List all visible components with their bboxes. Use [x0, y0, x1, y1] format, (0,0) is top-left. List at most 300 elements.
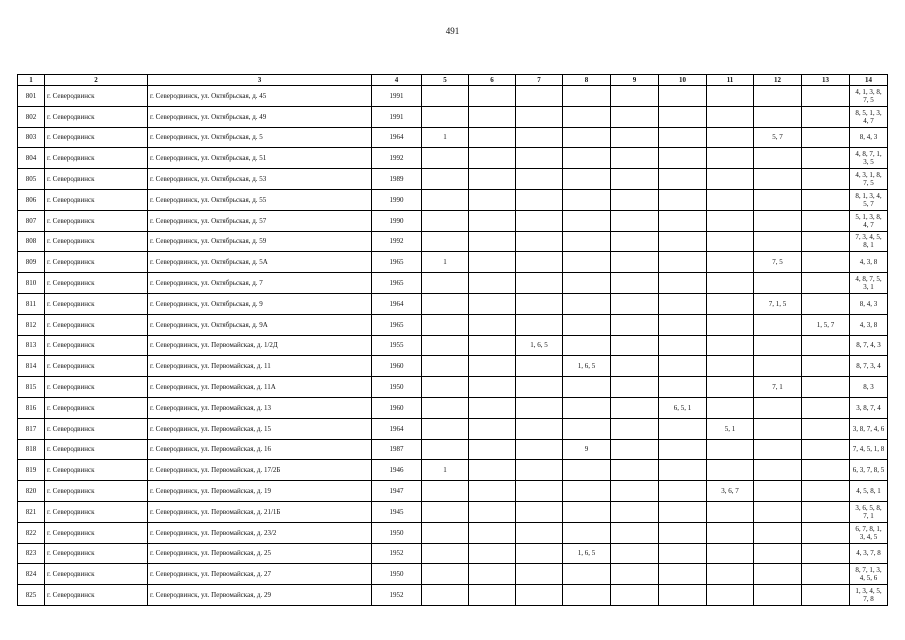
cell-col-4: 1950 [372, 522, 422, 543]
cell-col-13 [802, 501, 850, 522]
cell-col-9 [611, 252, 659, 273]
cell-col-9 [611, 356, 659, 377]
cell-col-13 [802, 148, 850, 169]
cell-col-13 [802, 397, 850, 418]
table-row [18, 314, 888, 335]
cell-col-4: 1987 [372, 439, 422, 460]
cell-col-3: г. Северодвинск, ул. Октябрьская, д. 53 [148, 169, 372, 190]
cell-col-1: 823 [18, 543, 45, 564]
cell-col-4: 1991 [372, 106, 422, 127]
cell-col-11 [707, 314, 754, 335]
cell-col-8 [563, 564, 611, 585]
cell-col-4: 1945 [372, 501, 422, 522]
cell-col-2: г. Северодвинск [45, 189, 148, 210]
cell-col-2: г. Северодвинск [45, 210, 148, 231]
cell-col-14: 8, 7, 1, 3, 4, 5, 6 [850, 564, 888, 585]
cell-col-1: 807 [18, 210, 45, 231]
cell-col-6 [469, 86, 516, 107]
cell-col-10 [659, 439, 707, 460]
cell-col-4: 1991 [372, 86, 422, 107]
column-header-7: 7 [516, 75, 563, 86]
cell-col-6 [469, 252, 516, 273]
cell-col-3: г. Северодвинск, ул. Октябрьская, д. 45 [148, 86, 372, 107]
cell-col-14: 8, 5, 1, 3, 4, 7 [850, 106, 888, 127]
cell-col-10 [659, 273, 707, 294]
cell-col-9 [611, 189, 659, 210]
cell-col-3: г. Северодвинск, ул. Первомайская, д. 25 [148, 543, 372, 564]
cell-col-2: г. Северодвинск [45, 564, 148, 585]
cell-col-7 [516, 106, 563, 127]
cell-col-2: г. Северодвинск [45, 148, 148, 169]
cell-col-1: 820 [18, 481, 45, 502]
cell-col-6 [469, 460, 516, 481]
cell-col-1: 816 [18, 397, 45, 418]
cell-col-10 [659, 148, 707, 169]
column-header-11: 11 [707, 75, 754, 86]
cell-col-12 [754, 397, 802, 418]
cell-col-11 [707, 189, 754, 210]
cell-col-12: 7, 1 [754, 377, 802, 398]
table-row [18, 335, 888, 356]
cell-col-9 [611, 460, 659, 481]
cell-col-13 [802, 210, 850, 231]
column-header-3: 3 [148, 75, 372, 86]
cell-col-1: 805 [18, 169, 45, 190]
cell-col-11 [707, 522, 754, 543]
cell-col-9 [611, 501, 659, 522]
cell-col-10 [659, 86, 707, 107]
cell-col-5 [422, 148, 469, 169]
cell-col-12 [754, 418, 802, 439]
cell-col-5 [422, 169, 469, 190]
cell-col-13 [802, 127, 850, 148]
cell-col-4: 1950 [372, 377, 422, 398]
cell-col-14: 7, 3, 4, 5, 8, 1 [850, 231, 888, 252]
table-row [18, 189, 888, 210]
cell-col-13 [802, 335, 850, 356]
table-row [18, 106, 888, 127]
cell-col-1: 812 [18, 314, 45, 335]
cell-col-8 [563, 293, 611, 314]
cell-col-9 [611, 439, 659, 460]
cell-col-10 [659, 335, 707, 356]
cell-col-8 [563, 86, 611, 107]
cell-col-6 [469, 377, 516, 398]
cell-col-10 [659, 481, 707, 502]
cell-col-2: г. Северодвинск [45, 397, 148, 418]
cell-col-6 [469, 418, 516, 439]
cell-col-5: 1 [422, 252, 469, 273]
registry-table [17, 74, 888, 606]
cell-col-10 [659, 231, 707, 252]
cell-col-14: 5, 1, 3, 8, 4, 7 [850, 210, 888, 231]
table-row [18, 169, 888, 190]
cell-col-1: 815 [18, 377, 45, 398]
column-header-5: 5 [422, 75, 469, 86]
cell-col-4: 1950 [372, 564, 422, 585]
cell-col-1: 822 [18, 522, 45, 543]
cell-col-8 [563, 169, 611, 190]
cell-col-14: 1, 3, 4, 5, 7, 8 [850, 585, 888, 606]
cell-col-12 [754, 169, 802, 190]
cell-col-9 [611, 314, 659, 335]
cell-col-7 [516, 210, 563, 231]
cell-col-14: 8, 1, 3, 4, 5, 7 [850, 189, 888, 210]
cell-col-2: г. Северодвинск [45, 127, 148, 148]
cell-col-10 [659, 522, 707, 543]
cell-col-5 [422, 210, 469, 231]
cell-col-2: г. Северодвинск [45, 293, 148, 314]
cell-col-8 [563, 522, 611, 543]
cell-col-7 [516, 231, 563, 252]
cell-col-4: 1965 [372, 273, 422, 294]
cell-col-3: г. Северодвинск, ул. Первомайская, д. 23/2 [148, 522, 372, 543]
cell-col-11 [707, 231, 754, 252]
cell-col-10 [659, 106, 707, 127]
cell-col-14: 4, 3, 1, 8, 7, 5 [850, 169, 888, 190]
cell-col-6 [469, 439, 516, 460]
cell-col-8 [563, 397, 611, 418]
cell-col-7 [516, 169, 563, 190]
cell-col-6 [469, 522, 516, 543]
cell-col-11 [707, 356, 754, 377]
cell-col-13 [802, 86, 850, 107]
cell-col-7 [516, 460, 563, 481]
cell-col-8 [563, 106, 611, 127]
table-row [18, 543, 888, 564]
cell-col-11 [707, 86, 754, 107]
cell-col-8 [563, 231, 611, 252]
cell-col-14: 6, 7, 8, 1, 3, 4, 5 [850, 522, 888, 543]
table-row [18, 418, 888, 439]
cell-col-9 [611, 564, 659, 585]
cell-col-3: г. Северодвинск, ул. Первомайская, д. 11 [148, 356, 372, 377]
table-row [18, 481, 888, 502]
cell-col-1: 825 [18, 585, 45, 606]
cell-col-1: 811 [18, 293, 45, 314]
cell-col-12 [754, 231, 802, 252]
column-header-9: 9 [611, 75, 659, 86]
cell-col-8: 9 [563, 439, 611, 460]
cell-col-10 [659, 585, 707, 606]
cell-col-6 [469, 335, 516, 356]
cell-col-3: г. Северодвинск, ул. Первомайская, д. 11А [148, 377, 372, 398]
cell-col-1: 813 [18, 335, 45, 356]
cell-col-6 [469, 564, 516, 585]
cell-col-7 [516, 377, 563, 398]
cell-col-6 [469, 210, 516, 231]
cell-col-13 [802, 273, 850, 294]
cell-col-11: 3, 6, 7 [707, 481, 754, 502]
cell-col-13 [802, 418, 850, 439]
cell-col-5 [422, 293, 469, 314]
cell-col-14: 8, 4, 3 [850, 127, 888, 148]
cell-col-2: г. Северодвинск [45, 273, 148, 294]
cell-col-11 [707, 252, 754, 273]
cell-col-1: 801 [18, 86, 45, 107]
cell-col-11 [707, 564, 754, 585]
cell-col-3: г. Северодвинск, ул. Первомайская, д. 15 [148, 418, 372, 439]
cell-col-14: 4, 3, 8 [850, 252, 888, 273]
cell-col-6 [469, 585, 516, 606]
cell-col-12 [754, 439, 802, 460]
cell-col-1: 818 [18, 439, 45, 460]
cell-col-9 [611, 106, 659, 127]
cell-col-2: г. Северодвинск [45, 169, 148, 190]
cell-col-7 [516, 148, 563, 169]
cell-col-6 [469, 397, 516, 418]
cell-col-14: 4, 1, 3, 8, 7, 5 [850, 86, 888, 107]
cell-col-7 [516, 397, 563, 418]
cell-col-11 [707, 273, 754, 294]
cell-col-8: 1, 6, 5 [563, 356, 611, 377]
cell-col-14: 3, 6, 5, 8, 7, 1 [850, 501, 888, 522]
cell-col-12 [754, 148, 802, 169]
cell-col-9 [611, 148, 659, 169]
cell-col-10 [659, 210, 707, 231]
cell-col-2: г. Северодвинск [45, 231, 148, 252]
cell-col-11 [707, 501, 754, 522]
cell-col-14: 4, 8, 7, 1, 3, 5 [850, 148, 888, 169]
cell-col-6 [469, 231, 516, 252]
table-row [18, 460, 888, 481]
cell-col-4: 1955 [372, 335, 422, 356]
table-row [18, 148, 888, 169]
cell-col-10 [659, 314, 707, 335]
cell-col-1: 824 [18, 564, 45, 585]
cell-col-8 [563, 189, 611, 210]
cell-col-3: г. Северодвинск, ул. Октябрьская, д. 57 [148, 210, 372, 231]
cell-col-1: 806 [18, 189, 45, 210]
cell-col-4: 1992 [372, 231, 422, 252]
cell-col-11 [707, 210, 754, 231]
cell-col-7 [516, 189, 563, 210]
table-row [18, 273, 888, 294]
cell-col-12 [754, 501, 802, 522]
cell-col-9 [611, 169, 659, 190]
cell-col-1: 802 [18, 106, 45, 127]
cell-col-6 [469, 293, 516, 314]
cell-col-4: 1952 [372, 543, 422, 564]
cell-col-7 [516, 418, 563, 439]
cell-col-6 [469, 543, 516, 564]
cell-col-2: г. Северодвинск [45, 501, 148, 522]
cell-col-3: г. Северодвинск, ул. Первомайская, д. 16 [148, 439, 372, 460]
cell-col-11: 5, 1 [707, 418, 754, 439]
cell-col-9 [611, 210, 659, 231]
cell-col-5 [422, 231, 469, 252]
column-header-8: 8 [563, 75, 611, 86]
cell-col-11 [707, 585, 754, 606]
cell-col-6 [469, 169, 516, 190]
cell-col-2: г. Северодвинск [45, 585, 148, 606]
cell-col-6 [469, 189, 516, 210]
cell-col-5 [422, 418, 469, 439]
column-header-1: 1 [18, 75, 45, 86]
cell-col-9 [611, 231, 659, 252]
cell-col-13 [802, 377, 850, 398]
cell-col-3: г. Северодвинск, ул. Первомайская, д. 21/1Б [148, 501, 372, 522]
cell-col-8 [563, 314, 611, 335]
cell-col-2: г. Северодвинск [45, 356, 148, 377]
cell-col-13 [802, 543, 850, 564]
cell-col-14: 6, 3, 7, 8, 5 [850, 460, 888, 481]
cell-col-4: 1965 [372, 314, 422, 335]
cell-col-5 [422, 273, 469, 294]
cell-col-14: 4, 3, 8 [850, 314, 888, 335]
cell-col-14: 8, 3 [850, 377, 888, 398]
cell-col-7 [516, 522, 563, 543]
column-header-4: 4 [372, 75, 422, 86]
cell-col-3: г. Северодвинск, ул. Октябрьская, д. 9 [148, 293, 372, 314]
cell-col-5 [422, 356, 469, 377]
cell-col-11 [707, 148, 754, 169]
cell-col-12 [754, 460, 802, 481]
cell-col-8 [563, 252, 611, 273]
cell-col-5 [422, 481, 469, 502]
cell-col-8 [563, 501, 611, 522]
cell-col-9 [611, 543, 659, 564]
cell-col-7 [516, 481, 563, 502]
cell-col-7 [516, 585, 563, 606]
cell-col-1: 808 [18, 231, 45, 252]
cell-col-3: г. Северодвинск, ул. Октябрьская, д. 5А [148, 252, 372, 273]
cell-col-13 [802, 522, 850, 543]
cell-col-2: г. Северодвинск [45, 460, 148, 481]
cell-col-11 [707, 377, 754, 398]
cell-col-11 [707, 397, 754, 418]
cell-col-4: 1989 [372, 169, 422, 190]
cell-col-12 [754, 522, 802, 543]
cell-col-12 [754, 543, 802, 564]
cell-col-10 [659, 501, 707, 522]
cell-col-3: г. Северодвинск, ул. Октябрьская, д. 59 [148, 231, 372, 252]
cell-col-5 [422, 543, 469, 564]
cell-col-13 [802, 293, 850, 314]
cell-col-4: 1964 [372, 127, 422, 148]
cell-col-1: 814 [18, 356, 45, 377]
cell-col-3: г. Северодвинск, ул. Октябрьская, д. 49 [148, 106, 372, 127]
cell-col-13: 1, 5, 7 [802, 314, 850, 335]
table-row [18, 127, 888, 148]
cell-col-5 [422, 564, 469, 585]
cell-col-13 [802, 106, 850, 127]
cell-col-1: 821 [18, 501, 45, 522]
cell-col-9 [611, 335, 659, 356]
cell-col-14: 7, 4, 5, 1, 8 [850, 439, 888, 460]
cell-col-13 [802, 189, 850, 210]
table-row [18, 522, 888, 543]
cell-col-2: г. Северодвинск [45, 106, 148, 127]
cell-col-12: 7, 1, 5 [754, 293, 802, 314]
cell-col-11 [707, 335, 754, 356]
cell-col-3: г. Северодвинск, ул. Октябрьская, д. 7 [148, 273, 372, 294]
cell-col-3: г. Северодвинск, ул. Первомайская, д. 13 [148, 397, 372, 418]
cell-col-4: 1992 [372, 148, 422, 169]
cell-col-12 [754, 314, 802, 335]
table-row [18, 439, 888, 460]
cell-col-8 [563, 148, 611, 169]
cell-col-6 [469, 106, 516, 127]
cell-col-10 [659, 169, 707, 190]
cell-col-8 [563, 335, 611, 356]
column-header-13: 13 [802, 75, 850, 86]
cell-col-7 [516, 293, 563, 314]
cell-col-2: г. Северодвинск [45, 418, 148, 439]
table-row [18, 86, 888, 107]
cell-col-7 [516, 356, 563, 377]
cell-col-11 [707, 460, 754, 481]
cell-col-5 [422, 439, 469, 460]
cell-col-3: г. Северодвинск, ул. Октябрьская, д. 55 [148, 189, 372, 210]
cell-col-6 [469, 501, 516, 522]
cell-col-13 [802, 439, 850, 460]
cell-col-4: 1964 [372, 418, 422, 439]
cell-col-5 [422, 335, 469, 356]
cell-col-11 [707, 106, 754, 127]
cell-col-13 [802, 252, 850, 273]
cell-col-10 [659, 127, 707, 148]
cell-col-7: 1, 6, 5 [516, 335, 563, 356]
cell-col-8 [563, 127, 611, 148]
cell-col-12 [754, 356, 802, 377]
cell-col-12 [754, 106, 802, 127]
cell-col-7 [516, 86, 563, 107]
column-header-2: 2 [45, 75, 148, 86]
cell-col-10: 6, 5, 1 [659, 397, 707, 418]
cell-col-9 [611, 522, 659, 543]
cell-col-1: 819 [18, 460, 45, 481]
cell-col-4: 1947 [372, 481, 422, 502]
cell-col-5 [422, 522, 469, 543]
cell-col-3: г. Северодвинск, ул. Первомайская, д. 1/2Д [148, 335, 372, 356]
cell-col-9 [611, 86, 659, 107]
cell-col-2: г. Северодвинск [45, 252, 148, 273]
cell-col-11 [707, 543, 754, 564]
cell-col-2: г. Северодвинск [45, 377, 148, 398]
cell-col-4: 1960 [372, 356, 422, 377]
cell-col-10 [659, 356, 707, 377]
cell-col-4: 1990 [372, 210, 422, 231]
cell-col-4: 1946 [372, 460, 422, 481]
cell-col-5 [422, 501, 469, 522]
cell-col-12 [754, 585, 802, 606]
cell-col-3: г. Северодвинск, ул. Первомайская, д. 19 [148, 481, 372, 502]
cell-col-2: г. Северодвинск [45, 481, 148, 502]
cell-col-12 [754, 335, 802, 356]
table-row [18, 356, 888, 377]
cell-col-14: 8, 7, 4, 3 [850, 335, 888, 356]
table-row [18, 585, 888, 606]
table-row [18, 231, 888, 252]
cell-col-10 [659, 189, 707, 210]
cell-col-14: 3, 8, 7, 4, 6 [850, 418, 888, 439]
cell-col-9 [611, 273, 659, 294]
cell-col-5 [422, 86, 469, 107]
cell-col-9 [611, 481, 659, 502]
cell-col-6 [469, 356, 516, 377]
cell-col-5 [422, 585, 469, 606]
cell-col-14: 4, 5, 8, 1 [850, 481, 888, 502]
cell-col-4: 1965 [372, 252, 422, 273]
cell-col-2: г. Северодвинск [45, 86, 148, 107]
cell-col-7 [516, 564, 563, 585]
cell-col-2: г. Северодвинск [45, 522, 148, 543]
cell-col-3: г. Северодвинск, ул. Первомайская, д. 29 [148, 585, 372, 606]
cell-col-10 [659, 377, 707, 398]
table-row [18, 377, 888, 398]
cell-col-6 [469, 127, 516, 148]
